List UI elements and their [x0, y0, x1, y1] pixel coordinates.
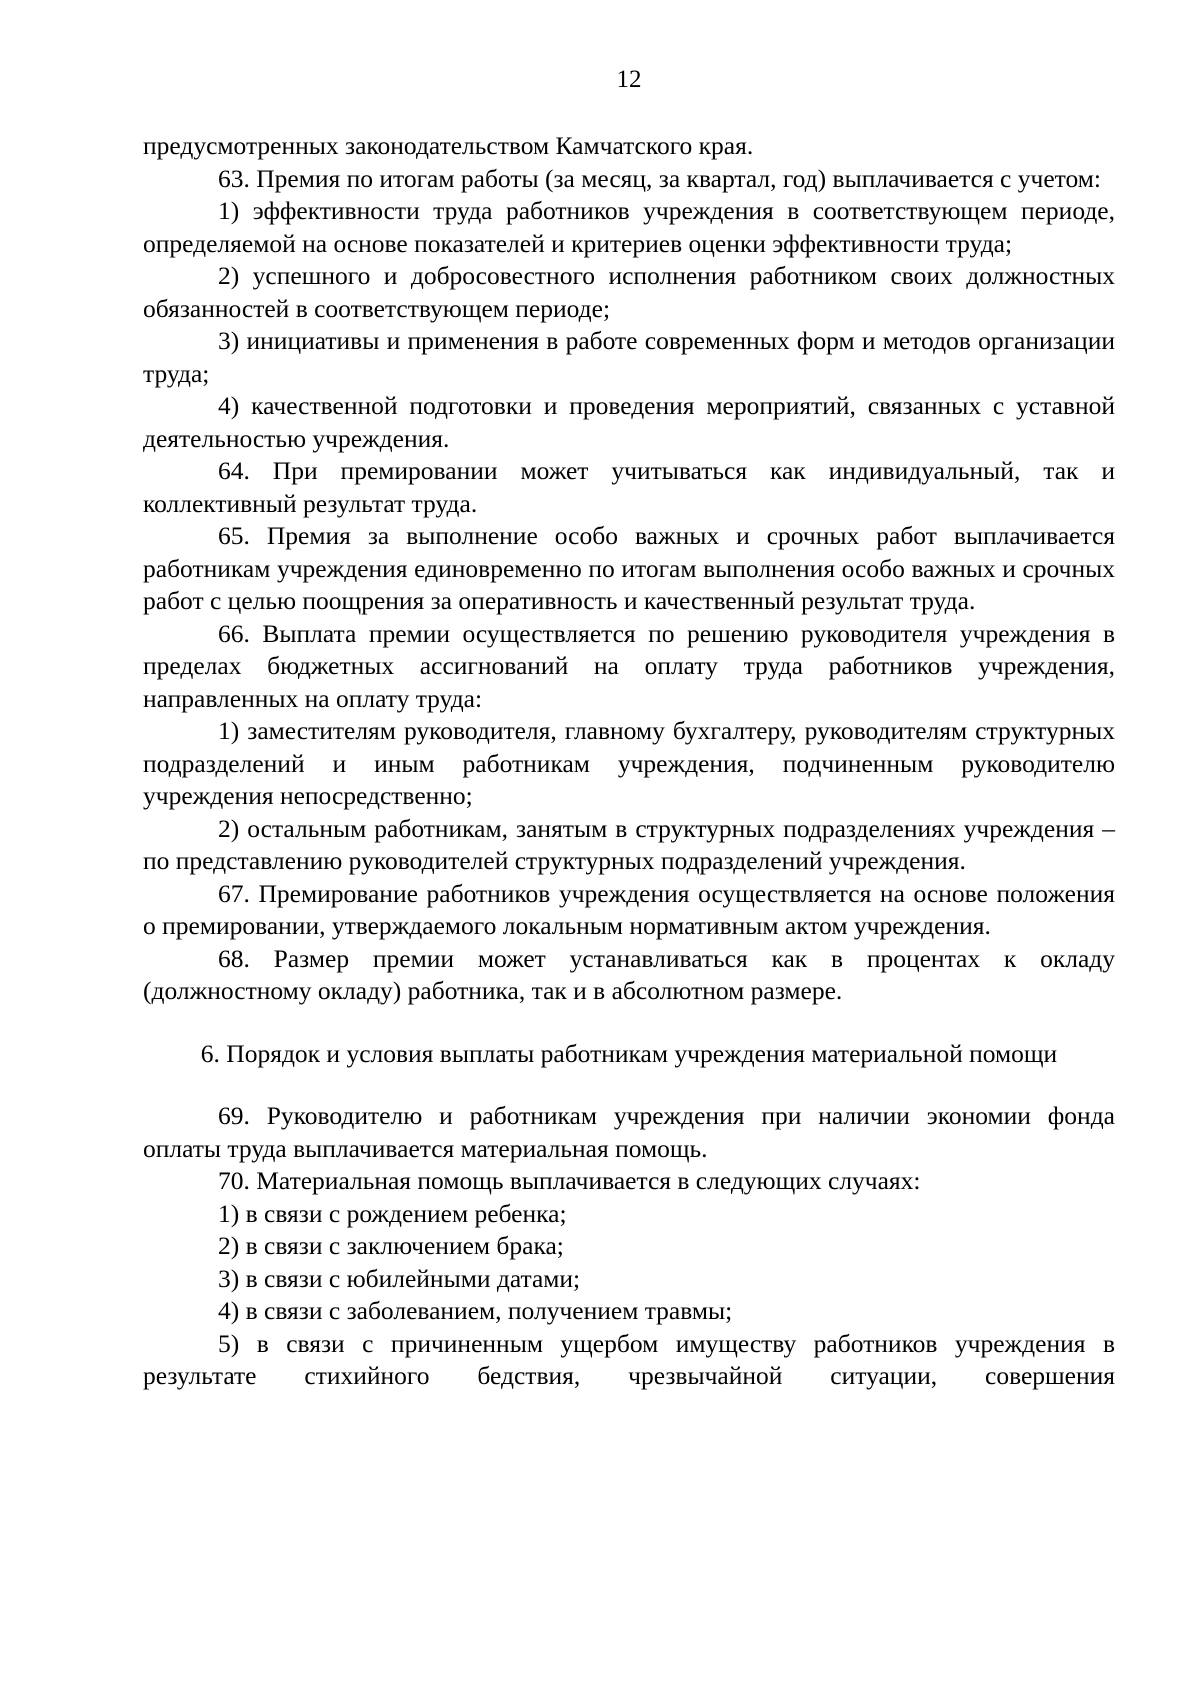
- paragraph: 2) успешного и добросовестного исполнения работником своих должностных обязанностей в соответствующем периоде;: [143, 261, 1115, 323]
- paragraph: 67. Премирование работников учреждения осуществляется на основе положения о премировании, утверждаемого локальным нормативным актом учреждения.: [143, 878, 1115, 940]
- paragraph: 3) в связи с юбилейными датами;: [218, 1263, 581, 1293]
- paragraph: 69. Руководителю и работникам учреждения при наличии экономии фонда оплаты труда выплачивается материальная помощь.: [143, 1101, 1115, 1163]
- paragraph: 4) в связи с заболеванием, получением травмы;: [218, 1296, 733, 1325]
- paragraph: 2) остальным работникам, занятым в структурных подразделениях учреждения – по представлению руководителей структурных подразделений учреждения.: [143, 813, 1115, 875]
- body-text-before-section: [143, 130, 1115, 1008]
- paragraph: 70. Материальная помощь выплачивается в следующих случаях:: [218, 1166, 921, 1195]
- paragraph: 66. Выплата премии осуществляется по решению руководителя учреждения в пределах бюджетных ассигнований на оплату труда работников учреждения, направленных на оплату труда:: [143, 618, 1115, 713]
- paragraph: 5) в связи с причиненным ущербом имуществу работников учреждения в результате стихийного бедствия, чрезвычайной ситуации, совершения: [143, 1328, 1115, 1390]
- page-number: 12: [616, 66, 642, 93]
- paragraph: предусмотренных законодательством Камчатского края.: [143, 131, 754, 160]
- paragraph: 64. При премировании может учитываться как индивидуальный, так и коллективный результат труда.: [143, 456, 1115, 518]
- paragraph: 1) заместителям руководителя, главному бухгалтеру, руководителям структурных подразделений и иным работникам учреждения, подчиненным руководителю учреждения непосредственно;: [143, 716, 1115, 810]
- body-text-after-section: [143, 1100, 1115, 1393]
- paragraph: 68. Размер премии может устанавливаться как в процентах к окладу (должностному окладу) работника, так и в абсолютном размере.: [143, 943, 1115, 1005]
- paragraph: 1) в связи с рождением ребенка;: [218, 1198, 567, 1228]
- paragraph: 65. Премия за выполнение особо важных и срочных работ выплачивается работникам учреждения единовременно по итогам выполнения особо важных и срочных работ с целью поощрения за оперативность и качественный результат труда.: [143, 521, 1115, 615]
- paragraph: 2) в связи с заключением брака;: [218, 1231, 564, 1260]
- paragraph: 1) эффективности труда работников учреждения в соответствующем периоде, определяемой на основе показателей и критериев оценки эффективности труда;: [143, 196, 1115, 258]
- paragraph: 4) качественной подготовки и проведения мероприятий, связанных с уставной деятельностью учреждения.: [143, 391, 1115, 453]
- paragraph: 63. Премия по итогам работы (за месяц, за квартал, год) выплачивается с учетом:: [218, 163, 1101, 193]
- paragraph: 3) инициативы и применения в работе современных форм и методов организации труда;: [143, 326, 1115, 388]
- document-page: [143, 64, 1115, 1393]
- section-heading: 6. Порядок и условия выплаты работникам учреждения материальной помощи: [200, 1038, 1058, 1068]
